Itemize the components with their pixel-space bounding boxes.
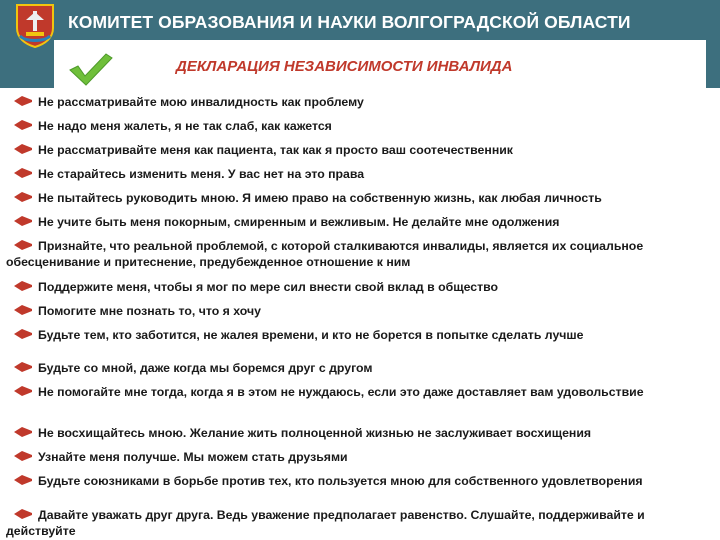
list-item <box>6 303 714 319</box>
list-item <box>6 425 714 441</box>
list-item <box>6 166 714 182</box>
list-item-text: Не пытайтесь руководить мною. Я имею право на собственную жизнь, как любая личность <box>38 191 602 205</box>
list-item-text: Не рассматривайте меня как пациента, так как я просто ваш соотечественник <box>38 143 513 157</box>
pointer-bullet-icon <box>12 508 34 520</box>
list-item <box>6 279 714 295</box>
list-item-text: Будьте союзниками в борьбе против тех, кто пользуется мною для собственного удовлетворения <box>38 474 643 488</box>
pointer-bullet-icon <box>12 95 34 107</box>
list-item-text: Не восхищайтесь мною. Желание жить полноценной жизнью не заслуживает восхищения <box>38 426 592 440</box>
list-item <box>6 214 714 230</box>
document-subtitle: ДЕКЛАРАЦИЯ НЕЗАВИСИМОСТИ ИНВАЛИДА <box>176 58 513 75</box>
list-item <box>6 142 714 158</box>
pointer-bullet-icon <box>12 167 34 179</box>
list-item-text: Будьте со мной, даже когда мы боремся друг с другом <box>38 361 373 375</box>
pointer-bullet-icon <box>12 280 34 292</box>
list-item-text: Поддержите меня, чтобы я мог по мере сил внести свой вклад в общество <box>38 280 499 294</box>
pointer-bullet-icon <box>12 143 34 155</box>
pointer-bullet-icon <box>12 119 34 131</box>
pointer-bullet-icon <box>12 474 34 486</box>
pointer-bullet-icon <box>12 215 34 227</box>
list-item <box>6 94 714 110</box>
list-item-text: Помогите мне познать то, что я хочу <box>38 304 261 318</box>
list-item-text: Давайте уважать друг друга. Ведь уважение предполагает равенство. Слушайте, поддерживайте и действуйте <box>6 508 645 538</box>
list-item <box>6 118 714 134</box>
list-item <box>6 360 714 376</box>
list-item <box>6 190 714 206</box>
list-item <box>6 384 714 400</box>
pointer-bullet-icon <box>12 450 34 462</box>
list-item <box>6 238 714 270</box>
list-item-text: Не рассматривайте мою инвалидность как проблему <box>38 95 364 109</box>
list-item <box>6 507 714 539</box>
page-title: КОМИТЕТ ОБРАЗОВАНИЯ И НАУКИ ВОЛГОГРАДСКОЙ ОБЛАСТИ <box>68 12 631 32</box>
list-item-text: Будьте тем, кто заботится, не жалея времени, и кто не борется в попытке сделать лучше <box>38 328 584 342</box>
list-item <box>6 473 714 489</box>
list-item <box>6 449 714 465</box>
pointer-bullet-icon <box>12 426 34 438</box>
pointer-bullet-icon <box>12 385 34 397</box>
list-item-text: Не помогайте мне тогда, когда я в этом не нуждаюсь, если это даже доставляет вам удовольствие <box>38 385 644 399</box>
list-item-text: Узнайте меня получше. Мы можем стать друзьями <box>38 450 348 464</box>
list-item-text: Признайте, что реальной проблемой, с которой сталкиваются инвалиды, является их социальное обесценивание и притеснение, предубежденное отношение к ним <box>6 239 644 269</box>
pointer-bullet-icon <box>12 191 34 203</box>
pointer-bullet-icon <box>12 239 34 251</box>
pointer-bullet-icon <box>12 361 34 373</box>
pointer-bullet-icon <box>12 328 34 340</box>
pointer-bullet-icon <box>12 304 34 316</box>
list-item <box>6 327 714 343</box>
list-item-text: Не надо меня жалеть, я не так слаб, как кажется <box>38 119 332 133</box>
list-item-text: Не старайтесь изменить меня. У вас нет на это права <box>38 167 365 181</box>
list-item-text: Не учите быть меня покорным, смиренным и вежливым. Не делайте мне одолжения <box>38 215 560 229</box>
